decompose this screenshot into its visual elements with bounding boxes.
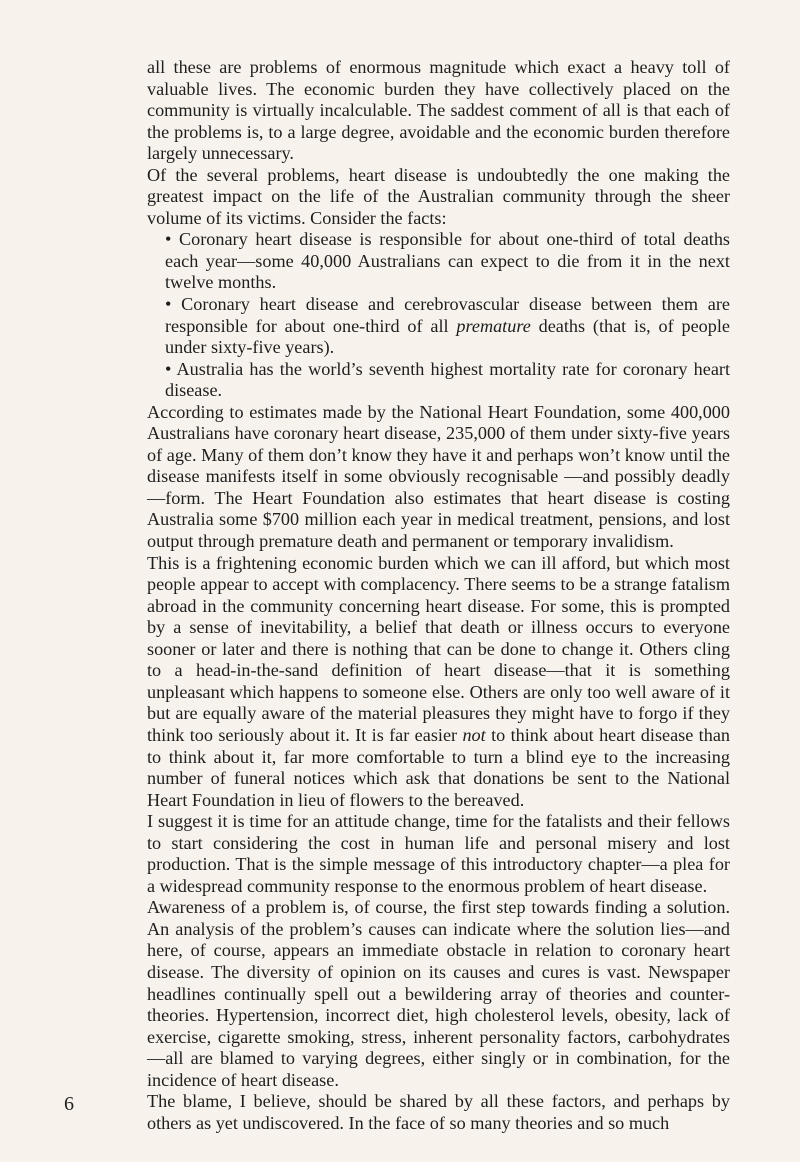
paragraph: all these are problems of enormous magnitude which exact a heavy toll of valuable lives. The economic burden they have collectively placed on the community is virtually incalculable. The saddest comment of all is that each of the problems is, to a large degree, avoidable and the economic burden therefore largely unnecessary. — [147, 57, 730, 164]
bullet-item — [147, 359, 730, 402]
paragraph-group-top — [147, 57, 730, 229]
paragraph-group-bottom — [147, 402, 730, 1135]
page-body — [147, 57, 730, 1134]
bullet-text: Coronary heart disease is responsible for about one-third of total deaths each year—some 40,000 Australians can expect to die from it in the next twelve months. — [165, 229, 730, 293]
bullet-marker: • — [165, 229, 179, 250]
paragraph: The blame, I believe, should be shared by all these factors, and perhaps by others as yet undiscovered. In the face of so many theories and so much — [147, 1091, 730, 1133]
emphasis-text: not — [462, 724, 486, 745]
paragraph: According to estimates made by the National Heart Foundation, some 400,000 Australians have coronary heart disease, 235,000 of them under sixty-five years of age. Many of them don’t know they have it and perhaps won’t know until the disease manifests itself in some obviously recognisable —and possibly deadly—form. The Heart Foundation also estimates that heart disease is costing Australia some $700 million each year in medical treatment, pensions, and lost output through premature death and permanent or temporary invalidism. — [147, 401, 730, 552]
emphasis-text: premature — [456, 315, 531, 336]
bullet-marker: • — [165, 358, 177, 379]
bullet-text: Coronary heart disease and cerebrovascular disease between them are responsible for about one-third of all premature deaths (that is, of people under sixty-five years). — [165, 294, 730, 358]
bullet-list — [147, 229, 730, 401]
paragraph: Awareness of a problem is, of course, the first step towards finding a solution. An analysis of the problem’s causes can indicate where the solution lies—and here, of course, appears an immediate obstacle in relation to coronary heart disease. The diversity of opinion on its causes and cures is vast. Newspaper headlines continually spell out a bewildering array of theories and counter-theories. Hypertension, incorrect diet, high cholesterol levels, obesity, lack of exercise, cigarette smoking, stress, inherent personality factors, carbohydrates—all are blamed to varying degrees, either singly or in combination, for the incidence of heart disease. — [147, 897, 730, 1090]
paragraph: Of the several problems, heart disease is undoubtedly the one making the greatest impact on the life of the Australian community through the sheer volume of its victims. Consider the facts: — [147, 164, 730, 228]
bullet-text: Australia has the world’s seventh highest mortality rate for coronary heart disease. — [165, 358, 730, 401]
bullet-marker: • — [165, 294, 182, 315]
paragraph: This is a frightening economic burden which we can ill afford, but which most people appear to accept with complacency. There seems to be a strange fatalism abroad in the community concerning heart disease. For some, this is prompted by a sense of inevitability, a belief that death or illness occurs to everyone sooner or later and there is nothing that can be done to change it. Others cling to a head-in-the-sand definition of heart disease—that it is something unpleasant which happens to someone else. Others are only too well aware of it but are equally aware of the material pleasures they might have to forgo if they think too seriously about it. It is far easier not to think about heart disease than to think about it, far more comfortable to turn a blind eye to the increasing number of funeral notices which ask that donations be sent to the National Heart Foundation in lieu of flowers to the bereaved. — [147, 552, 730, 810]
bullet-item — [147, 229, 730, 294]
bullet-item — [147, 294, 730, 359]
paragraph: I suggest it is time for an attitude change, time for the fatalists and their fellows to start considering the cost in human life and personal misery and lost production. That is the simple message of this introductory chapter—a plea for a widespread community response to the enormous problem of heart disease. — [147, 811, 730, 896]
page-number: 6 — [64, 1093, 74, 1115]
